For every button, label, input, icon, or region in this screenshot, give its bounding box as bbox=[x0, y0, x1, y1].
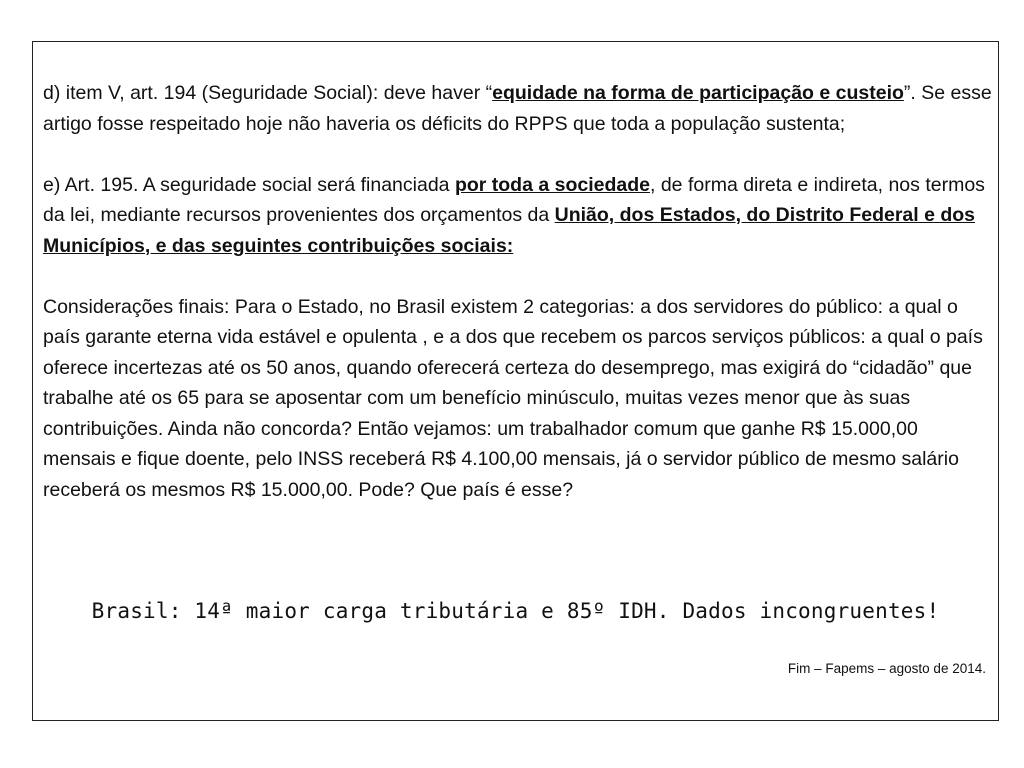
paragraph-final-considerations: Considerações finais: Para o Estado, no Brasil existem 2 categorias: a dos servidores do público: a qual o país garante eterna vida estável e opulenta , e a dos que recebem os parcos serviços públicos: a qual o país oferece incertezas até os 50 anos, quando oferecerá certeza do desemprego, mas exigirá do “cidadão” que trabalhe até os 65 para se aposentar com um benefício minúsculo, muitas vezes menor que às suas contribuições. Ainda não concorda? Então vejamos: um trabalhador comum que ganhe R$ 15.000,00 mensais e fique doente, pelo INSS receberá R$ 4.100,00 mensais, já o servidor público de mesmo salário receberá os mesmos R$ 15.000,00. Pode? Que país é esse? bbox=[43, 295, 983, 501]
paragraph-e-prefix: e) Art. 195. A seguridade social será financiada bbox=[43, 173, 455, 196]
paragraph-art-195 bbox=[43, 170, 993, 262]
tagline: Brasil: 14ª maior carga tributária e 85º IDH. Dados incongruentes! bbox=[91, 599, 940, 623]
paragraph-e-emphasis-entities: União, dos Estados, do Distrito Federal e dos Municípios, e das seguintes contribuições sociais: bbox=[43, 204, 976, 257]
paragraph-d-prefix: d) item V, art. 194 (Seguridade Social): deve haver “ bbox=[43, 82, 493, 104]
paragraph-e-emphasis-society: por toda a sociedade bbox=[454, 173, 650, 196]
footer-credit: Fim – Fapems – agosto de 2014. bbox=[787, 661, 986, 676]
paragraph-d-emphasis: equidade na forma de participação e custeio bbox=[492, 82, 904, 104]
slide-body bbox=[43, 78, 993, 536]
slide-frame bbox=[32, 41, 999, 721]
paragraph-item-v-art-194 bbox=[43, 78, 993, 139]
paragraph-e-middle: , de forma direta e indireta, nos termos da lei, mediante recursos provenientes dos orçamentos da bbox=[43, 173, 985, 226]
paragraph-d-suffix: ”. Se esse artigo fosse respeitado hoje não haveria os déficits do RPPS que toda a população sustenta; bbox=[43, 82, 992, 135]
